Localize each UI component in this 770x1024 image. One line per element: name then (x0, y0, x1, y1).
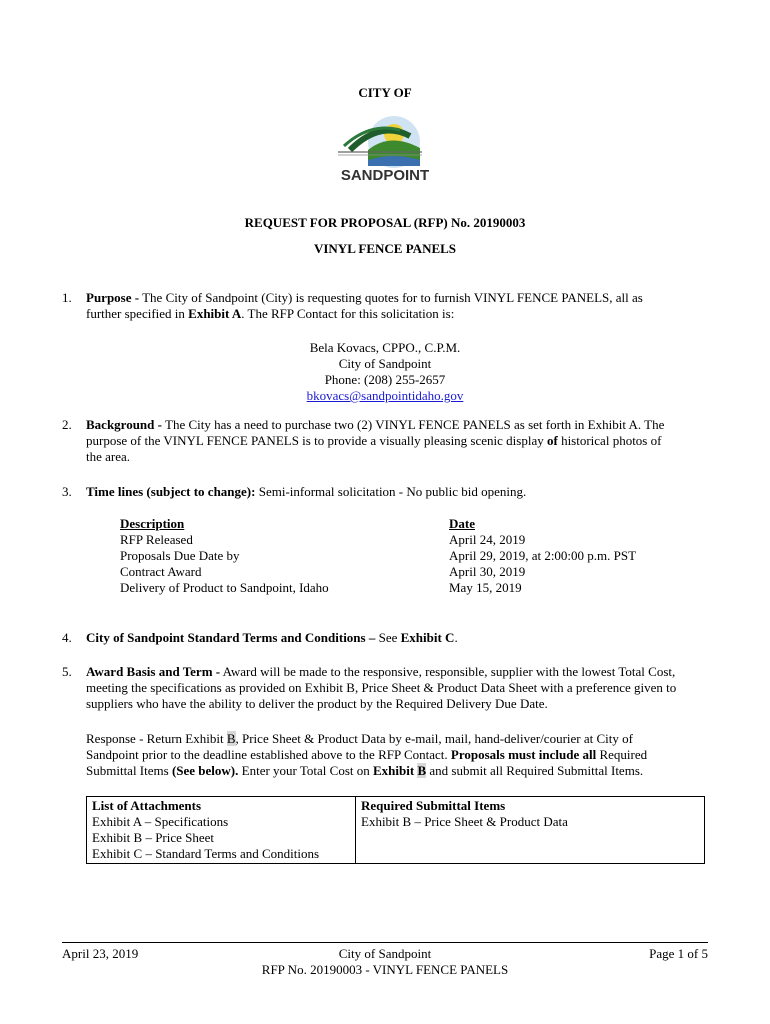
award-text-1: Award will be made to the responsive, responsible, supplier with the lowest Total Cost, (220, 664, 676, 679)
timeline-row-desc: Contract Award (120, 564, 202, 579)
timeline-row-date: April 29, 2019, at 2:00:00 p.m. PST (449, 548, 637, 563)
logo-wordmark: SANDPOINT (340, 167, 430, 184)
background-text-2b: historical photos of (557, 433, 662, 448)
timeline-row-date: May 15, 2019 (449, 580, 522, 595)
response-text-1b: , Price Sheet & Product Data by e-mail, mail, hand-deliver/courier at City of (235, 731, 633, 746)
contact-phone: Phone: (208) 255-2657 (324, 372, 446, 387)
response-exhibit-b-highlight: B (226, 731, 236, 746)
award-label: Award Basis and Term - (86, 664, 221, 679)
attachments-table (86, 796, 705, 864)
background-text-1: The City has a need to purchase two (2) VINYL FENCE PANELS as set forth in Exhibit A. The (161, 417, 665, 432)
attachments-list-cell (87, 797, 356, 864)
background-text-3: the area. (86, 449, 131, 464)
attachment-item: Exhibit A – Specifications (92, 814, 229, 829)
timeline-date-header: Date (449, 516, 475, 531)
award-text-3: suppliers who have the ability to deliver the product by the Required Delivery Due Date. (86, 696, 548, 711)
response-text-3c: and submit all Required Submittal Items. (426, 763, 644, 778)
section-4-number: 4. (62, 630, 72, 645)
footer-divider (62, 942, 708, 943)
logo-graphic (330, 110, 440, 185)
submittal-item: Exhibit B – Price Sheet & Product Data (361, 814, 568, 829)
background-text-2a: purpose of the VINYL FENCE PANELS is to provide a visually pleasing scenic display (86, 433, 547, 448)
response-exhibit-label: Exhibit (373, 763, 418, 778)
response-text-3b: Enter your Total Cost on (238, 763, 374, 778)
section-3-number: 3. (62, 484, 72, 499)
footer-org: City of Sandpoint (338, 946, 432, 961)
timelines-text: Semi-informal solicitation - No public bid opening. (255, 484, 527, 499)
purpose-label: Purpose - (86, 290, 140, 305)
terms-label: City of Sandpoint Standard Terms and Conditions – (86, 630, 376, 645)
terms-exhibit: Exhibit C (400, 630, 455, 645)
timeline-date-column (449, 516, 739, 596)
rfp-contact (0, 340, 770, 404)
footer-date: April 23, 2019 (62, 946, 139, 961)
response-text-3a: Submittal Items (86, 763, 172, 778)
timeline-row-desc: RFP Released (120, 532, 193, 547)
section-4-terms (86, 630, 711, 646)
attachment-item: Exhibit B – Price Sheet (92, 830, 215, 845)
purpose-text-2a: further specified in (86, 306, 189, 321)
section-5-award (86, 664, 711, 712)
timeline-desc-header: Description (120, 516, 185, 531)
response-exhibit-b-highlight-2: B (417, 763, 427, 778)
background-of: of (546, 433, 558, 448)
timeline-description-column (120, 516, 450, 596)
timelines-label: Time lines (subject to change): (86, 484, 256, 499)
contact-name: Bela Kovacs, CPPO., C.P.M. (309, 340, 461, 355)
response-see-below: (See below). (171, 763, 239, 778)
attachments-header: List of Attachments (92, 798, 202, 813)
purpose-text-1: The City of Sandpoint (City) is requesting quotes for to furnish VINYL FENCE PANELS, all as (139, 290, 643, 305)
rfp-title: REQUEST FOR PROPOSAL (RFP) No. 20190003 (244, 215, 526, 230)
attachment-item: Exhibit C – Standard Terms and Conditions (92, 846, 320, 861)
section-1-number: 1. (62, 290, 72, 305)
response-text-2b: Required (596, 747, 648, 762)
terms-end: . (454, 630, 458, 645)
award-text-2: meeting the specifications as provided on Exhibit B, Price Sheet & Product Data Sheet with a preference given to (86, 680, 677, 695)
section-3-timelines (86, 484, 711, 500)
response-paragraph (86, 731, 711, 779)
section-2-background (86, 417, 711, 465)
contact-email-link[interactable]: bkovacs@sandpointidaho.gov (306, 388, 464, 403)
terms-text: See (375, 630, 401, 645)
city-of-heading: CITY OF (358, 85, 412, 100)
timeline-row-desc: Proposals Due Date by (120, 548, 240, 563)
section-1-purpose (86, 290, 711, 322)
table-row (87, 797, 705, 864)
response-text-1a: Response - Return Exhibit (86, 731, 227, 746)
section-5-number: 5. (62, 664, 72, 679)
footer-rfp-ref: RFP No. 20190003 - VINYL FENCE PANELS (261, 962, 509, 977)
contact-org: City of Sandpoint (338, 356, 432, 371)
background-label: Background - (86, 417, 162, 432)
submittal-items-cell (356, 797, 705, 864)
timeline-row-date: April 24, 2019 (449, 532, 526, 547)
purpose-exhibit: Exhibit A (188, 306, 242, 321)
sandpoint-logo (330, 110, 440, 185)
rfp-subtitle: VINYL FENCE PANELS (313, 241, 457, 256)
submittal-header: Required Submittal Items (361, 798, 506, 813)
timeline-row-date: April 30, 2019 (449, 564, 526, 579)
timeline-row-desc: Delivery of Product to Sandpoint, Idaho (120, 580, 329, 595)
purpose-text-2b: . The RFP Contact for this solicitation is: (241, 306, 455, 321)
section-2-number: 2. (62, 417, 72, 432)
footer-page-number: Page 1 of 5 (649, 946, 708, 961)
response-text-2-bold: Proposals must include all (450, 747, 597, 762)
response-text-2a: Sandpoint prior to the deadline established above to the RFP Contact. (86, 747, 451, 762)
